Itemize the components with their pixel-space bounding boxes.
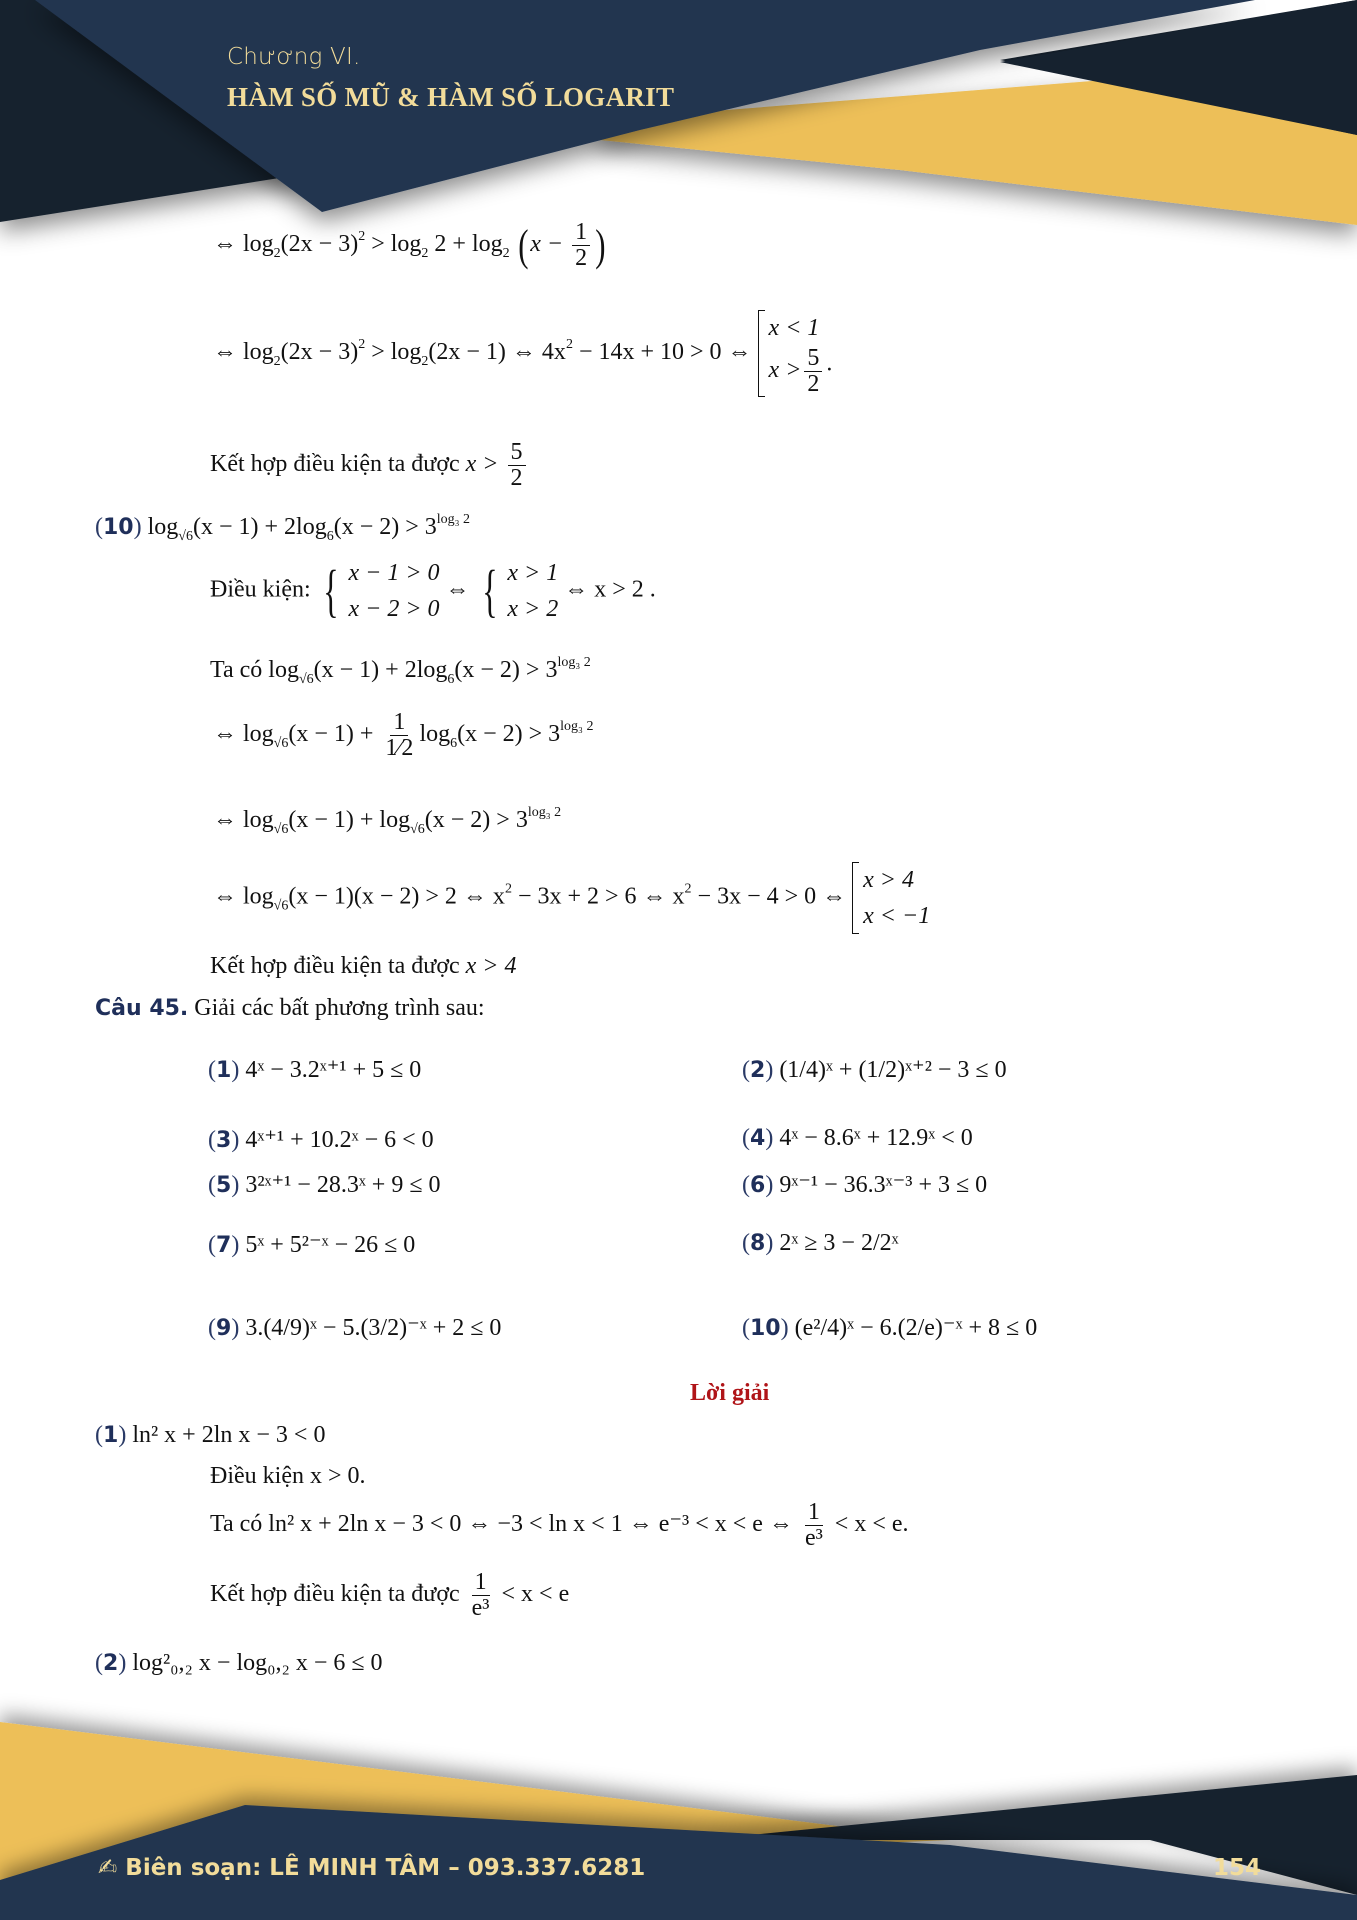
exercise-item-1: (1) 4ˣ − 3.2ˣ⁺¹ + 5 ≤ 0 [208, 1057, 422, 1083]
footer-author: ✍ Biên soạn: LÊ MINH TÂM – 093.337.6281 [98, 1855, 646, 1881]
solution-heading: Lời giải [690, 1380, 770, 1406]
exercise-item-8: (8) 2ˣ ≥ 3 − 2/2ˣ [742, 1230, 899, 1256]
exercise-item-5: (5) 3²ˣ⁺¹ − 28.3ˣ + 9 ≤ 0 [208, 1172, 441, 1198]
case-bracket: x < 1 x > $\frac{5}{2}$ · [758, 310, 834, 397]
problem-10-step-1: Ta có $\log_{√6}(x - 1) + 2\log_6(x - 2) > 3^{log_3 2}$ [210, 655, 591, 687]
exercise-item-9: (9) 3.(4/9)ˣ − 5.(3/2)⁻ˣ + 2 ≤ 0 [208, 1315, 502, 1341]
solution-part-2-statement: (2) log²₀,₂ x − log₀,₂ x − 6 ≤ 0 [95, 1650, 383, 1676]
conclusion-line: Kết hợp điều kiện ta được x > $\frac{5}{2}$ [210, 440, 529, 491]
exercise-item-10: (10) (e²/4)ˣ − 6.(2/e)⁻ˣ + 8 ≤ 0 [742, 1315, 1038, 1341]
question-number: Câu 45. [95, 996, 189, 1021]
exercise-item-4: (4) 4ˣ − 8.6ˣ + 12.9ˣ < 0 [742, 1125, 973, 1151]
exercise-item-2: (2) (1/4)ˣ + (1/2)ˣ⁺² − 3 ≤ 0 [742, 1057, 1007, 1083]
problem-10-conclusion: Kết hợp điều kiện ta được x > 4 [210, 953, 517, 979]
pen-icon: ✍ [98, 1855, 118, 1881]
solution-part-1-step: Ta có ln² x + 2ln x − 3 < 0 ⇔ −3 < ln x < 1 ⇔ e⁻³ < x < e ⇔ $\frac{1}{\text{e³}}$ < x < e. [210, 1499, 909, 1552]
chapter-title: HÀM SỐ MŨ & HÀM SỐ LOGARIT [227, 82, 675, 112]
exercise-item-6: (6) 9ˣ⁻¹ − 36.3ˣ⁻³ + 3 ≤ 0 [742, 1172, 988, 1198]
exercise-item-7: (7) 5ˣ + 5²⁻ˣ − 26 ≤ 0 [208, 1232, 416, 1258]
solution-part-1-conclusion: Kết hợp điều kiện ta được $\frac{1}{\text{e³}}$ < x < e [210, 1569, 570, 1622]
problem-10-step-3: ⇔ $\log_{√6}(x - 1) + \log_{√6}(x - 2) > 3^{log_3 2}$ [213, 805, 562, 837]
exercise-item-3: (3) 4ˣ⁺¹ + 10.2ˣ − 6 < 0 [208, 1127, 434, 1153]
solution-part-1-statement: (1) ln² x + 2ln x − 3 < 0 [95, 1422, 326, 1448]
item-number-badge: (10) [95, 514, 142, 540]
problem-10-step-4: ⇔ $\log_{√6}(x - 1)(x - 2) > 2$ ⇔ $x^2 - 3x + 2 > 6$ ⇔ $x^2 - 3x - 4 > 0$ ⇔ x > 4 x < −1 [213, 862, 930, 934]
math-line-1: ⇔ $\log_2(2x - 3)^2 > \log_2 2 + \log_2 (x$ − $\frac{1}{2}$ ) [213, 219, 606, 272]
problem-10-step-2: ⇔ $\log_{√6}(x - 1)$ + $\frac{1}{1⁄2}$ $\log_6(x - 2) > 3^{log_3 2}$ [213, 709, 594, 762]
question-45-header [95, 995, 485, 1022]
math-line-2: ⇔ $\log_2(2x - 3)^2 > \log_2(2x - 1)$ ⇔ $4x^2 - 14x + 10 > 0$ ⇔ x < 1 x > $\frac{5}{2}$ · [213, 310, 833, 397]
solution-part-1-condition: Điều kiện x > 0. [210, 1463, 366, 1489]
problem-10-condition: Điều kiện: { x − 1 > 0 x − 2 > 0 ⇔ { x > 1 x > 2 ⇔ x > 2 . [210, 558, 656, 623]
chapter-label: Chương VI. [227, 44, 361, 70]
page-number: 154 [1213, 1855, 1262, 1881]
fraction: $\frac{1}{2}$ [572, 220, 590, 271]
problem-10-statement: (10) $\log_{√6}(x - 1) + 2\log_6(x - 2) > 3^{log_3 2}$ [95, 512, 471, 544]
question-prompt: Giải các bất phương trình sau: [194, 995, 485, 1021]
